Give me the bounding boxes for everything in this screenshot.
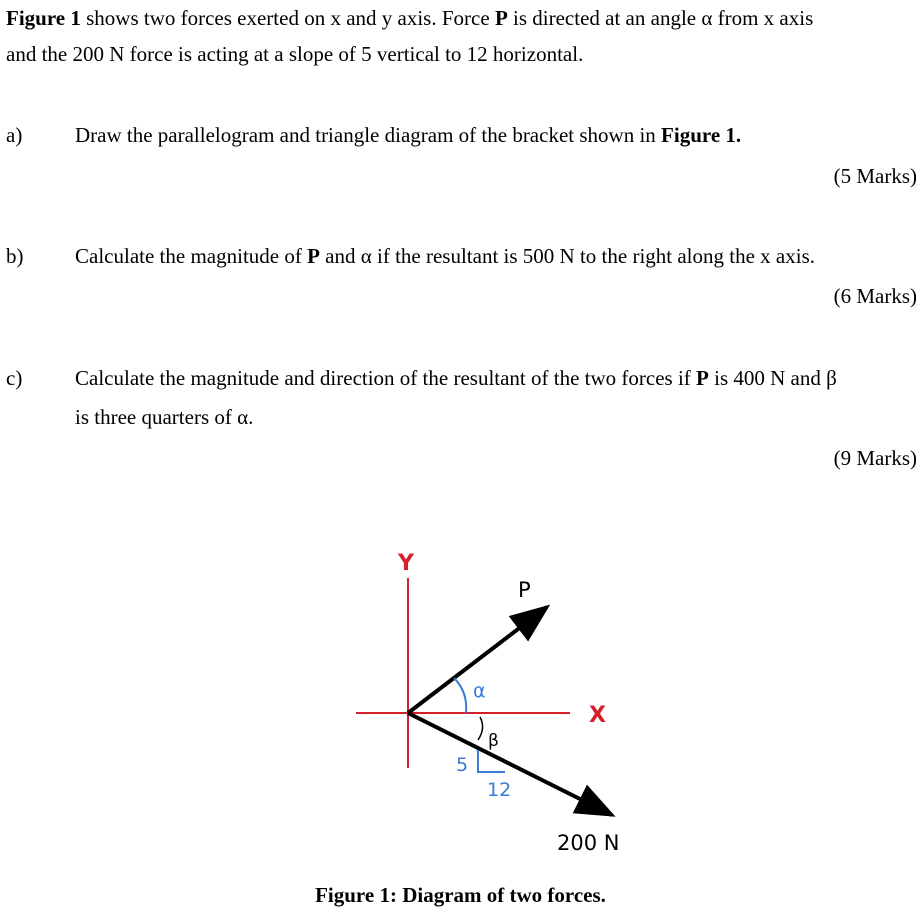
force-p-ref: P: [494, 6, 508, 30]
question-c-force-p: P: [696, 366, 709, 390]
figure-caption: Figure 1: Diagram of two forces.: [315, 883, 606, 907]
question-c-label: c): [6, 366, 23, 390]
intro-line-2: and the 200 N force is acting at a slope of 5 vertical to 12 horizontal.: [6, 42, 584, 66]
question-c-text-2: is 400 N and β: [708, 366, 837, 390]
question-a-marks: (5 Marks): [833, 164, 917, 188]
figure-ref: Figure 1: [6, 6, 81, 30]
force-200n-label: 200 N: [557, 831, 620, 855]
alpha-arc: [454, 678, 466, 713]
y-axis-label: Y: [398, 551, 414, 576]
intro-text-1: shows two forces exerted on x and y axis. Force: [80, 6, 495, 30]
question-b-marks: (6 Marks): [833, 284, 917, 308]
slope-vertical-label: 5: [456, 754, 469, 776]
question-c-text-line-2: is three quarters of α.: [75, 405, 254, 429]
question-a-label: a): [6, 123, 23, 147]
question-b-label: b): [6, 244, 24, 268]
question-c-marks: (9 Marks): [833, 446, 917, 470]
question-b-force-p: P: [307, 244, 320, 268]
beta-label: β: [488, 731, 499, 751]
question-c-text-1: Calculate the magnitude and direction of the resultant of the two forces if: [75, 366, 697, 390]
x-axis-label: X: [589, 703, 606, 728]
question-a-figure-ref: Figure 1.: [661, 123, 742, 147]
alpha-label: α: [473, 680, 486, 702]
intro-text-2: is directed at an angle α from x axis: [507, 6, 814, 30]
question-b-text-2: and α if the resultant is 500 N to the right along the x axis.: [319, 244, 816, 268]
question-b-text-1: Calculate the magnitude of: [75, 244, 308, 268]
beta-arc: [478, 717, 483, 740]
slope-horizontal-label: 12: [487, 779, 512, 801]
question-a-text-main: Draw the parallelogram and triangle diagram of the bracket shown in: [75, 123, 662, 147]
force-p-label: P: [518, 578, 531, 602]
